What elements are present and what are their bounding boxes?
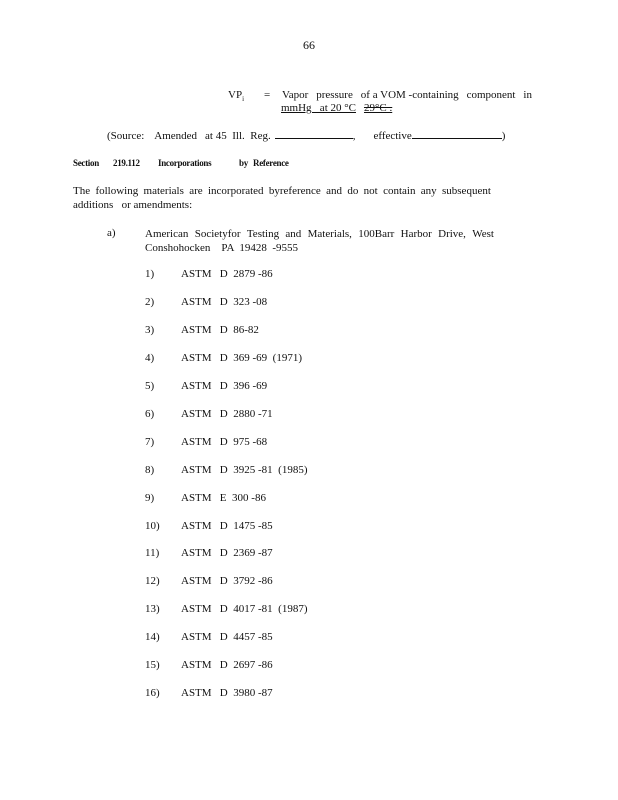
source-note: (Source: Amended at 45 Ill. Reg. , effective ) (107, 130, 506, 142)
list-number: 15) (145, 659, 160, 671)
list-item: ASTM E 300 -86 (181, 492, 266, 504)
list-item: ASTM D 3792 -86 (181, 575, 273, 587)
vp-definition-words: Vapor pressure of a VOM -containing component in (282, 89, 532, 101)
list-item: ASTM D 396 -69 (181, 380, 268, 392)
list-item: ASTM D 323 -08 (181, 296, 268, 308)
item-a-label: a) (107, 227, 116, 239)
list-item: ASTM D 1475 -85 (181, 520, 273, 532)
struck-text: 29°C . (363, 102, 393, 114)
list-item: ASTM D 4017 -81 (1987) (181, 603, 308, 615)
list-item: ASTM D 2879 -86 (181, 268, 273, 280)
list-number: 9) (145, 492, 155, 504)
list-number: 6) (145, 408, 155, 420)
section-heading: Section 219.112 Incorporations by Reference (73, 158, 289, 168)
list-number: 16) (145, 687, 160, 699)
intro-paragraph: The following materials are incorporated byreference and do not contain any subsequent additions or amendments: (73, 185, 491, 211)
item-a-text: American Societyfor Testing and Materials, 100Barr Harbor Drive, West Conshohocken PA 19428 -9555 (145, 228, 494, 254)
list-number: 1) (145, 268, 155, 280)
list-number: 10) (145, 520, 160, 532)
list-number: 2) (145, 296, 155, 308)
effective-blank (412, 128, 502, 139)
vp-definition-line2: mmHg at 20 °C 29°C . (281, 102, 393, 114)
register-blank (275, 128, 353, 139)
list-number: 8) (145, 464, 155, 476)
list-item: ASTM D 975 -68 (181, 436, 268, 448)
list-number: 5) (145, 380, 155, 392)
list-item: ASTM D 86-82 (181, 324, 259, 336)
list-item: ASTM D 2369 -87 (181, 547, 273, 559)
list-item: ASTM D 3980 -87 (181, 687, 273, 699)
list-item: ASTM D 4457 -85 (181, 631, 273, 643)
list-number: 7) (145, 436, 155, 448)
list-number: 14) (145, 631, 160, 643)
vp-term: $VP_i$ (228, 89, 245, 104)
list-item: ASTM D 2697 -86 (181, 659, 273, 671)
page-number: 66 (303, 38, 315, 52)
list-number: 11) (145, 547, 160, 559)
list-number: 4) (145, 352, 155, 364)
list-item: ASTM D 3925 -81 (1985) (181, 464, 308, 476)
list-number: 12) (145, 575, 160, 587)
list-number: 13) (145, 603, 160, 615)
list-item: ASTM D 369 -69 (1971) (181, 352, 302, 364)
vp-equals: = (264, 89, 271, 101)
list-item: ASTM D 2880 -71 (181, 408, 273, 420)
list-number: 3) (145, 324, 155, 336)
vp-definition-line1 (228, 89, 532, 103)
